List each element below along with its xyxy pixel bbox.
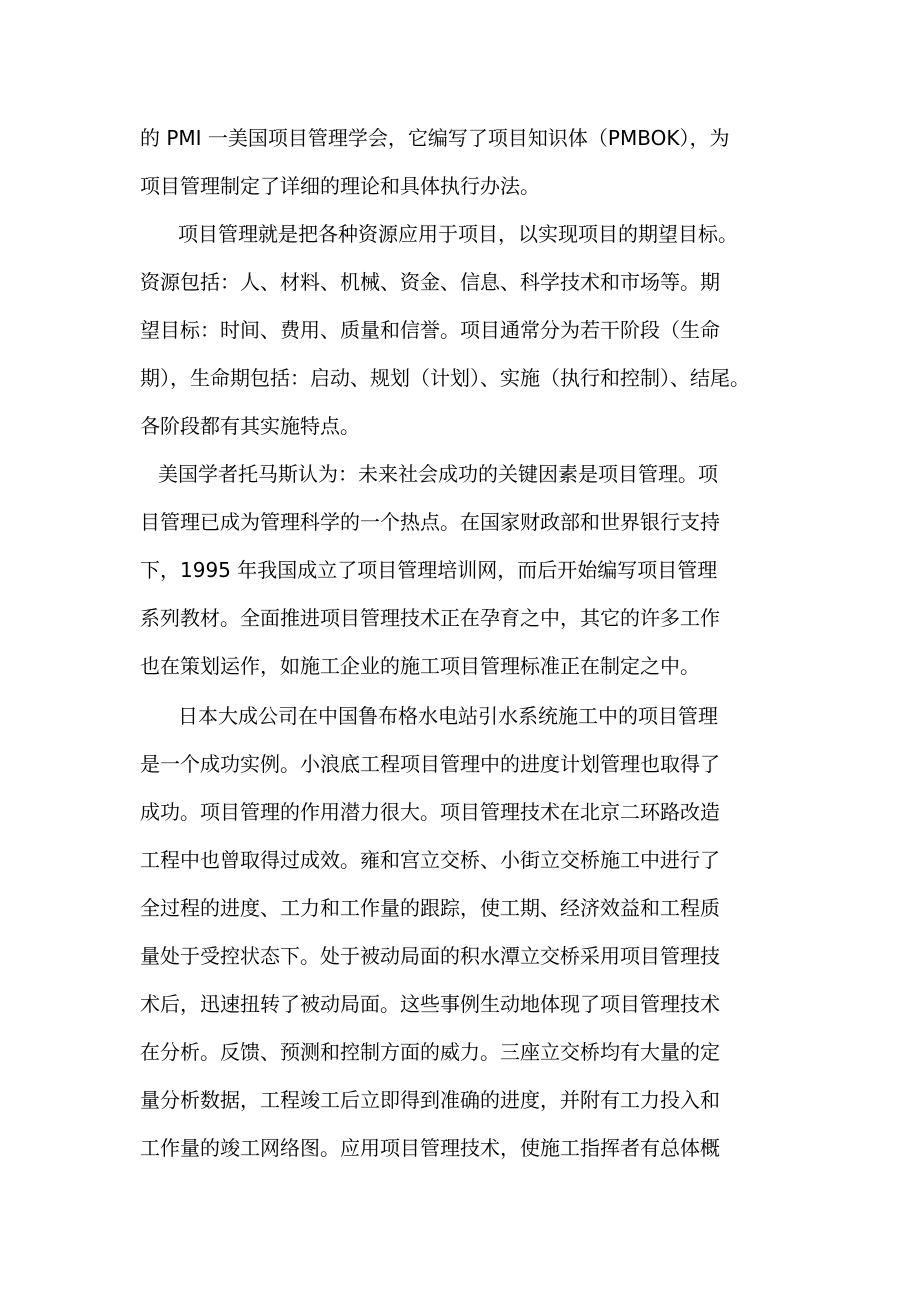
paragraph-2-line-5: 各阶段都有其实施特点。 bbox=[140, 414, 360, 438]
paragraph-4-line-2: 是一个成功实例。小浪底工程项目管理中的进度计划管理也取得了 bbox=[140, 752, 720, 776]
paragraph-4-line-9: 量分析数据，工程竣工后立即得到准确的进度，并附有工力投入和 bbox=[140, 1088, 720, 1112]
paragraph-2-line-2: 资源包括：人、材料、机械、资金、信息、科学技术和市场等。期 bbox=[140, 270, 720, 294]
paragraph-4-line-4: 工程中也曾取得过成效。雍和宫立交桥、小街立交桥施工中进行了 bbox=[140, 848, 720, 872]
paragraph-4-line-8: 在分析。反馈、预测和控制方面的威力。三座立交桥均有大量的定 bbox=[140, 1040, 720, 1064]
paragraph-3-line-5: 也在策划运作，如施工企业的施工项目管理标准正在制定之中。 bbox=[140, 654, 700, 678]
paragraph-3-line-2: 目管理已成为管理科学的一个热点。在国家财政部和世界银行支持 bbox=[140, 510, 720, 534]
paragraph-4-line-6: 量处于受控状态下。处于被动局面的积水潭立交桥采用项目管理技 bbox=[140, 944, 720, 968]
paragraph-2-line-4: 期），生命期包括：启动、规划（计划）、实施（执行和控制）、结尾。 bbox=[140, 366, 750, 390]
paragraph-2-line-1: 项目管理就是把各种资源应用于项目，以实现项目的期望目标。 bbox=[178, 222, 738, 246]
text-line-1: 的 PMI 一美国项目管理学会，它编写了项目知识体（PMBOK），为 bbox=[140, 126, 730, 150]
text-line-2: 项目管理制定了详细的理论和具体执行办法。 bbox=[140, 174, 540, 198]
paragraph-4-line-7: 术后，迅速扭转了被动局面。这些事例生动地体现了项目管理技术 bbox=[140, 992, 720, 1016]
paragraph-2-line-3: 望目标：时间、费用、质量和信誉。项目通常分为若干阶段（生命 bbox=[140, 318, 720, 342]
paragraph-4-line-10: 工作量的竣工网络图。应用项目管理技术，使施工指挥者有总体概 bbox=[140, 1136, 720, 1160]
paragraph-4-line-5: 全过程的进度、工力和工作量的跟踪，使工期、经济效益和工程质 bbox=[140, 896, 720, 920]
paragraph-3-line-3: 下，1995 年我国成立了项目管理培训网，而后开始编写项目管理 bbox=[140, 558, 718, 582]
paragraph-3-line-4: 系列教材。全面推进项目管理技术正在孕育之中，其它的许多工作 bbox=[140, 606, 720, 630]
paragraph-4-line-1: 日本大成公司在中国鲁布格水电站引水系统施工中的项目管理 bbox=[178, 704, 718, 728]
paragraph-4-line-3: 成功。项目管理的作用潜力很大。项目管理技术在北京二环路改造 bbox=[140, 800, 720, 824]
paragraph-3-line-1: 美国学者托马斯认为：未来社会成功的关键因素是项目管理。项 bbox=[158, 462, 718, 486]
